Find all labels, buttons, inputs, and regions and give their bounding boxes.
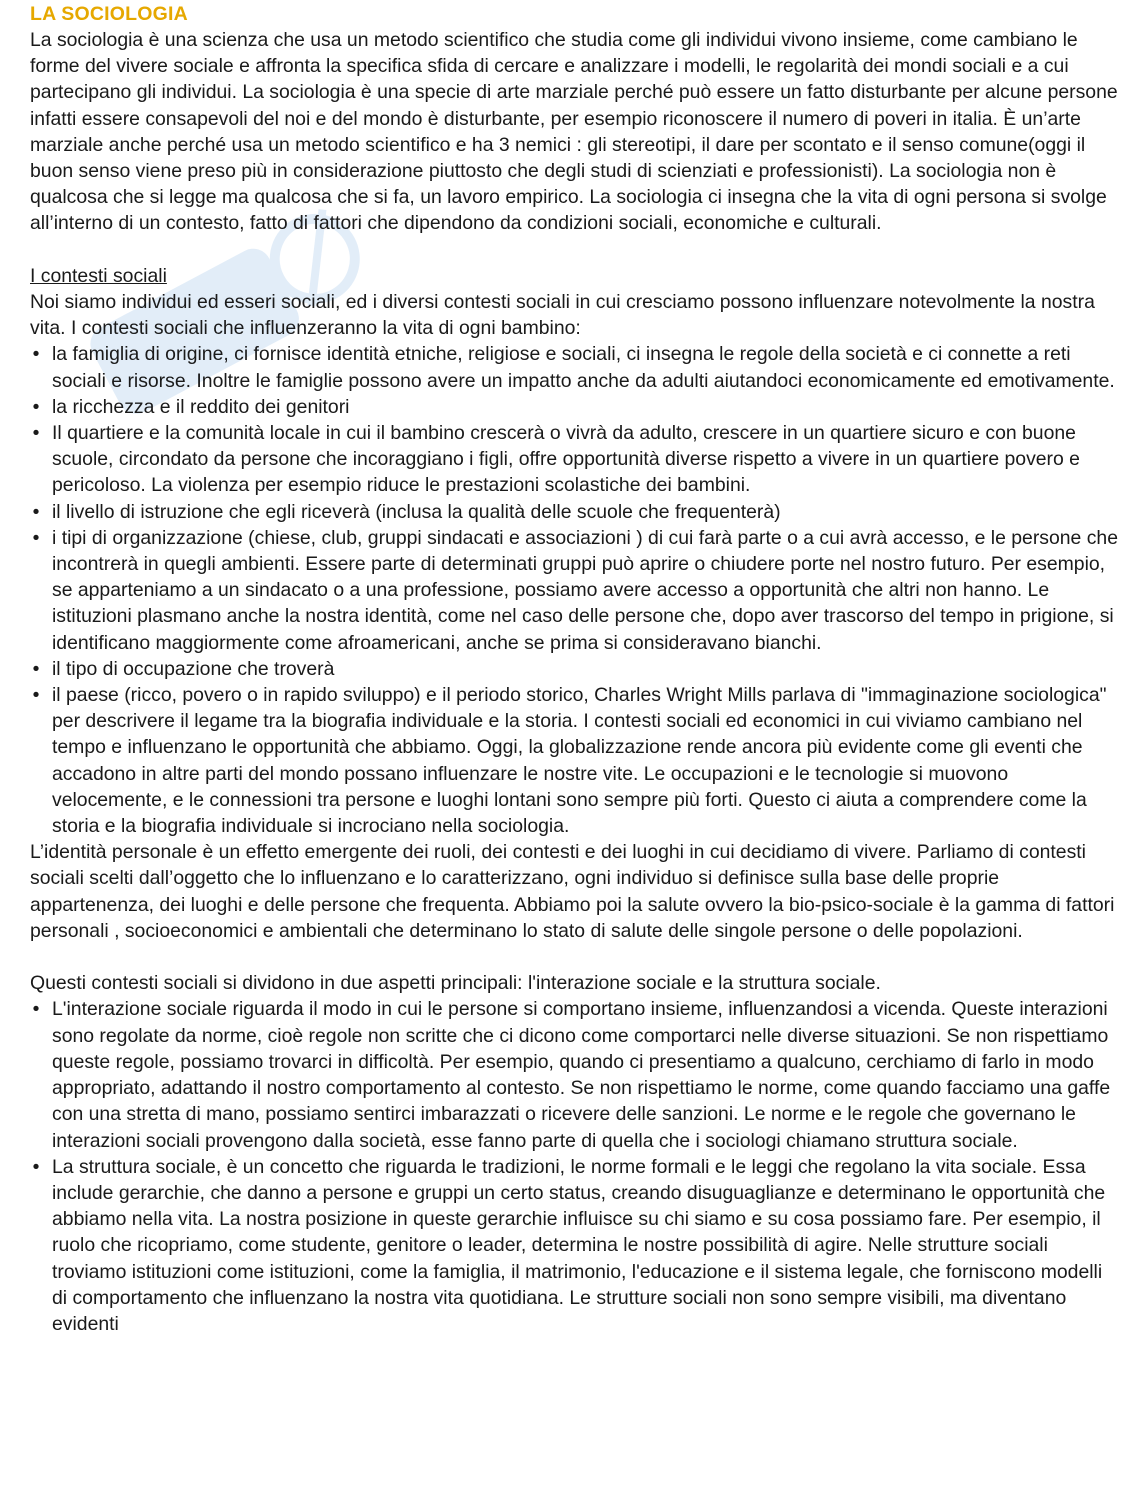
list-item xyxy=(30,341,1120,393)
list-item xyxy=(30,996,1120,1153)
bullet-icon: • xyxy=(32,422,40,445)
aspects-list xyxy=(30,996,1120,1337)
list-item-text: la famiglia di origine, ci fornisce identità etniche, religiose e sociali, ci insegna le regole della società e ci connette a reti sociali e risorse. Inoltre le famiglie possono avere un impatto anche da adulti aiutandoci economicamente ed emotivamente. xyxy=(52,343,1115,392)
list-item xyxy=(30,420,1120,499)
list-item-text: la ricchezza e il reddito dei genitori xyxy=(52,395,350,418)
document-page xyxy=(30,0,1120,1337)
bullet-icon: • xyxy=(32,1155,40,1178)
list-item-text: il tipo di occupazione che troverà xyxy=(52,657,335,680)
spacer xyxy=(30,944,1120,970)
intro-paragraph: La sociologia è una scienza che usa un metodo scientifico che studia come gli individui vivono insieme, come cambiano le forme del vivere sociale e affronta la specifica sfida di cercare e analizzare i modelli, le regolarità dei mondi sociali e a cui partecipano gli individui. La sociologia è una specie di arte marziale perché può essere un fatto disturbante per alcune persone infatti essere consapevoli del noi e del mondo è disturbante, per esempio riconoscere il numero di poveri in italia. È un’arte marziale anche perché usa un metodo scientifico e ha 3 nemici : gli stereotipi, il dare per scontato e il senso comune(oggi il buon senso viene preso più in considerazione piuttosto che degli studi di scienziati e professionisti). La sociologia non è qualcosa che si legge ma qualcosa che si fa, un lavoro empirico. La sociologia ci insegna che la vita di ogni persona si svolge all’interno di un contesto, fatto di fattori che dipendono da condizioni sociali, economiche e culturali. xyxy=(30,29,1118,235)
identity-paragraph: L’identità personale è un effetto emergente dei ruoli, dei contesti e dei luoghi in cui decidiamo di vivere. Parliamo di contesti sociali scelti dall’oggetto che lo influenzano e lo caratterizzano, ogni individuo si definisce sulla base delle proprie appartenenza, dei luoghi e delle persone che frequenta. Abbiamo poi la salute ovvero la bio-psico-sociale è la gamma di fattori personali , socioeconomici e ambientali che determinano lo stato di salute delle singole persone o delle popolazioni. xyxy=(30,841,1115,942)
list-item xyxy=(30,682,1120,839)
list-item-text: La struttura sociale, è un concetto che riguarda le tradizioni, le norme formali e le leggi che regolano la vita sociale. Essa include gerarchie, che danno a persone e gruppi un certo status, creando disuguaglianze e determinano le opportunità che abbiamo nella vita. La nostra posizione in queste gerarchie influisce su chi siamo e su cosa possiamo fare. Per esempio, il ruolo che ricopriamo, come studente, genitore o leader, determina le nostre possibilità di agire. Nelle strutture sociali troviamo istituzioni come istituzioni, come la famiglia, il matrimonio, l'educazione e il sistema legale, che forniscono modelli di comportamento che influenzano la nostra vita quotidiana. Le strutture sociali non sono sempre visibili, ma diventano evidenti xyxy=(52,1155,1106,1335)
list-item-text: L'interazione sociale riguarda il modo in cui le persone si comportano insieme, influenzandosi a vicenda. Queste interazioni sono regolate da norme, cioè regole non scritte che ci dicono come comportarci nelle diverse situazioni. Se non rispettiamo queste regole, possiamo trovarci in difficoltà. Per esempio, quando ci presentiamo a qualcuno, cerchiamo di farlo in modo appropriato, adattando il nostro comportamento al contesto. Se non rispettiamo le norme, come quando facciamo una gaffe con una stretta di mano, possiamo sentirci imbarazzati o ricevere delle sanzioni. Le norme e le regole che governano le interazioni sociali provengono dalla società, esse fanno parte di quella che i sociologi chiamano struttura sociale. xyxy=(52,998,1111,1152)
bullet-icon: • xyxy=(32,526,40,549)
section-heading-contesti-sociali: I contesti sociali xyxy=(30,264,167,287)
list-item-text: i tipi di organizzazione (chiese, club, gruppi sindacati e associazioni ) di cui farà parte o a cui avrà accesso, e le persone che incontrerà in quegli ambienti. Essere parte di determinati gruppi può aprire o chiudere porte nel nostro futuro. Per esempio, se apparteniamo a un sindacato o a una professione, possiamo avere accesso a opportunità che altri non hanno. Le istituzioni plasmano anche la nostra identità, come nel caso delle persone che, dopo aver trascorso del tempo in prigione, si identificano maggiormente come afroamericani, anche se prima si consideravano bianchi. xyxy=(52,526,1118,654)
list-item xyxy=(30,656,1120,682)
section-intro-paragraph: Noi siamo individui ed esseri sociali, ed i diversi contesti sociali in cui cresciamo possono influenzare notevolmente la nostra vita. I contesti sociali che influenzeranno la vita di ogni bambino: xyxy=(30,291,1095,340)
list-item xyxy=(30,525,1120,656)
aspects-intro-paragraph: Questi contesti sociali si dividono in due aspetti principali: l'interazione sociale e la struttura sociale. xyxy=(30,972,881,995)
bullet-icon: • xyxy=(32,657,40,680)
list-item-text: il livello di istruzione che egli riceverà (inclusa la qualità delle scuole che frequenterà) xyxy=(52,500,781,523)
list-item xyxy=(30,394,1120,420)
bullet-icon: • xyxy=(32,343,40,366)
bullet-icon: • xyxy=(32,684,40,707)
list-item xyxy=(30,499,1120,525)
list-item-text: Il quartiere e la comunità locale in cui il bambino crescerà o vivrà da adulto, crescere in un quartiere sicuro e con buone scuole, circondato da persone che incoraggiano i figli, offre opportunità diverse rispetto a vivere in un quartiere povero e pericoloso. La violenza per esempio riduce le prestazioni scolastiche dei bambini. xyxy=(52,422,1080,497)
bullet-icon: • xyxy=(32,500,40,523)
bullet-icon: • xyxy=(32,395,40,418)
bullet-icon: • xyxy=(32,998,40,1021)
spacer xyxy=(30,237,1120,263)
contesti-list xyxy=(30,341,1120,839)
document-title: LA SOCIOLOGIA xyxy=(30,3,188,25)
list-item xyxy=(30,1154,1120,1337)
list-item-text: il paese (ricco, povero o in rapido sviluppo) e il periodo storico, Charles Wright Mills parlava di "immaginazione sociologica" per descrivere il legame tra la biografia individuale e la storia. I contesti sociali ed economici in cui viviamo cambiano nel tempo e influenzano le opportunità che abbiamo. Oggi, la globalizzazione rende ancora più evidente come gli eventi che accadono in altre parti del mondo possano influenzare le nostre vite. Le occupazioni e le tecnologie si muovono velocemente, e le connessioni tra persone e luoghi lontani sono sempre più forti. Questo ci aiuta a comprendere come la storia e la biografia individuale si incrociano nella sociologia. xyxy=(52,684,1107,838)
